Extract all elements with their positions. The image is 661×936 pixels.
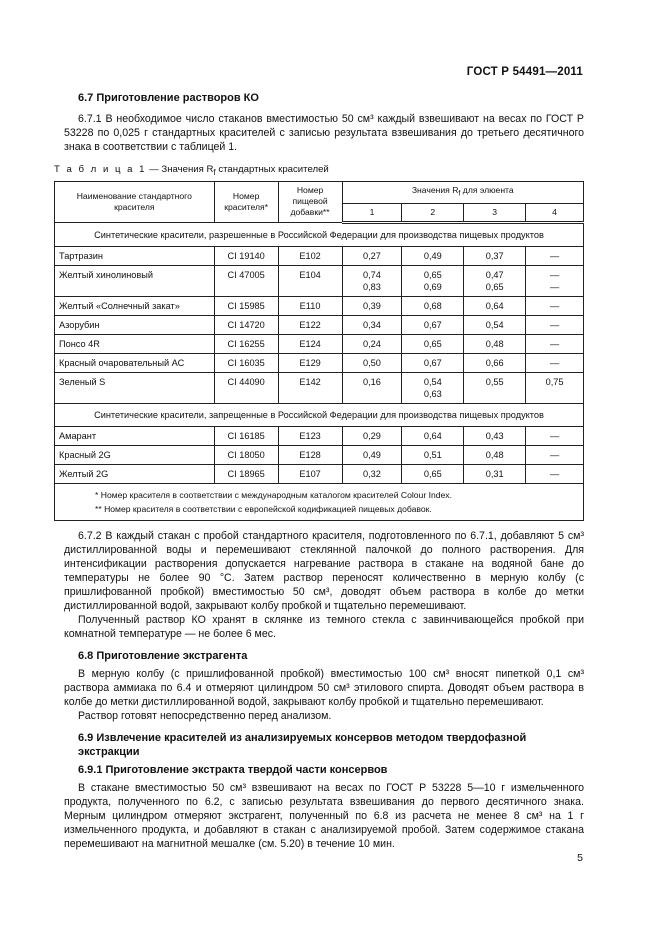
table-caption bbox=[54, 164, 584, 177]
cell-rf-value: 0,75 bbox=[526, 372, 584, 403]
cell-rf-value: — bbox=[526, 246, 584, 265]
cell-rf-value: 0,74 0,83 bbox=[342, 265, 402, 296]
page-content bbox=[54, 92, 584, 851]
table-caption-tail: стандартных красителей bbox=[215, 164, 329, 175]
paragraph-6-7-2-storage: Полученный раствор КО хранят в склянке из темного стекла с завинчивающейся пробкой при комнатной температуре — не более 6 мес. bbox=[64, 613, 584, 640]
col-header-rf-values bbox=[342, 181, 583, 203]
cell-rf-value: 0,54 bbox=[464, 315, 526, 334]
cell-rf-value: 0,65 0,69 bbox=[402, 265, 464, 296]
cell-rf-value: 0,32 bbox=[342, 464, 402, 483]
col-header-rf-post: для элюента bbox=[460, 184, 514, 195]
paragraph-6-9-1: В стакане вместимостью 50 см³ взвешивают на весах по ГОСТ Р 53228 5—10 г измельченного продукта, полученного по 6.2, с записью результата взвешивания до первого десятичного знака. Мерным цилиндром отмеряют экстрагент, полученный по 6.8 из расчета не менее 8 см³ на 1 г измельченного продукта, и добавляют в стакан с анализируемой пробой. Затем содержимое стакана перемешивают на магнитной мешалке (см. 5.20) в течение 10 мин. bbox=[64, 781, 584, 850]
cell-dye-name: Понсо 4R bbox=[55, 334, 215, 353]
table-group-heading: Синтетические красители, разрешенные в Российской Федерации для производства пищевых продуктов bbox=[55, 222, 584, 246]
cell-additive-number: E102 bbox=[278, 246, 342, 265]
cell-dye-number: CI 44090 bbox=[214, 372, 278, 403]
paragraph-6-7-1: 6.7.1 В необходимое число стаканов вместимостью 50 см³ каждый взвешивают на весах по ГОСТ Р 53228 по 0,025 г стандартных красителей с записью результата взвешивания до третьего десятичного знака в соответствии с таблицей 1. bbox=[64, 113, 584, 153]
cell-rf-value: 0,48 bbox=[464, 334, 526, 353]
cell-rf-value: 0,48 bbox=[464, 445, 526, 464]
table-row bbox=[55, 445, 584, 464]
cell-rf-value: 0,65 bbox=[402, 464, 464, 483]
table-group-heading: Синтетические красители, запрещенные в Российской Федерации для производства пищевых продуктов bbox=[55, 403, 584, 426]
section-6-9-1-title: 6.9.1 Приготовление экстракта твердой части консервов bbox=[78, 763, 388, 776]
cell-rf-value: 0,64 bbox=[464, 296, 526, 315]
cell-additive-number: E123 bbox=[278, 426, 342, 445]
table-row bbox=[55, 372, 584, 403]
cell-additive-number: E107 bbox=[278, 464, 342, 483]
cell-rf-value: — bbox=[526, 315, 584, 334]
cell-rf-value: 0,31 bbox=[464, 464, 526, 483]
section-6-9-title: 6.9 Извлечение красителей из анализируемых консервов методом твердофазной bbox=[78, 731, 527, 744]
cell-rf-value: — bbox=[526, 353, 584, 372]
cell-rf-value: 0,67 bbox=[402, 315, 464, 334]
table-caption-sub: f bbox=[213, 167, 216, 177]
cell-additive-number: E124 bbox=[278, 334, 342, 353]
table-footnotes bbox=[55, 483, 584, 520]
cell-rf-value: 0,39 bbox=[342, 296, 402, 315]
cell-rf-value: 0,29 bbox=[342, 426, 402, 445]
cell-rf-value: — bbox=[526, 296, 584, 315]
cell-rf-value: 0,65 bbox=[402, 334, 464, 353]
cell-rf-value: — bbox=[526, 334, 584, 353]
cell-rf-value: 0,67 bbox=[402, 353, 464, 372]
cell-dye-name: Азорубин bbox=[55, 315, 215, 334]
paragraph-6-7-2: 6.7.2 В каждый стакан с пробой стандартного красителя, подготовленного по 6.7.1, добавляют 5 см³ дистиллированной воды и перемешивают стеклянной палочкой до полного растворения. Для интенсификации растворения допускается нагревание раствора в стакане на водяной бане до температуры не более 90 °С. Затем раствор переносят количественно в мерную колбу (с пришлифованной пробкой) вместимостью 50 см³, доводят объем раствора в колбе до метки дистиллированной водой, закрывают колбу пробкой и тщательно перемешивают. bbox=[64, 529, 584, 612]
table-row bbox=[55, 315, 584, 334]
col-header-additive-number: Номер пищевой добавки** bbox=[278, 181, 342, 222]
cell-rf-value: 0,51 bbox=[402, 445, 464, 464]
cell-dye-name: Красный очаровательный АС bbox=[55, 353, 215, 372]
section-6-7-title: 6.7 Приготовление растворов КО bbox=[78, 92, 259, 104]
page-number: 5 bbox=[577, 852, 583, 864]
cell-additive-number: E128 bbox=[278, 445, 342, 464]
cell-dye-name: Желтый «Солнечный закат» bbox=[55, 296, 215, 315]
col-header-name: Наименование стандартного красителя bbox=[55, 181, 215, 222]
col-header-rf-pre: Значения R bbox=[411, 184, 459, 195]
rf-values-table bbox=[54, 181, 584, 521]
cell-dye-number: CI 16035 bbox=[214, 353, 278, 372]
table-row bbox=[55, 246, 584, 265]
col-header-rf-sub: f bbox=[458, 189, 461, 198]
table-row bbox=[55, 353, 584, 372]
cell-rf-value: 0,43 bbox=[464, 426, 526, 445]
cell-rf-value: 0,49 bbox=[342, 445, 402, 464]
cell-rf-value: — bbox=[526, 464, 584, 483]
cell-rf-value: 0,64 bbox=[402, 426, 464, 445]
cell-rf-value: 0,66 bbox=[464, 353, 526, 372]
table-row bbox=[55, 334, 584, 353]
cell-rf-value: 0,49 bbox=[402, 246, 464, 265]
cell-rf-value: 0,50 bbox=[342, 353, 402, 372]
section-6-8-title: 6.8 Приготовление экстрагента bbox=[78, 649, 248, 662]
table-caption-text: — Значения R bbox=[146, 164, 214, 175]
cell-dye-name: Тартразин bbox=[55, 246, 215, 265]
cell-dye-number: CI 18050 bbox=[214, 445, 278, 464]
cell-dye-number: CI 47005 bbox=[214, 265, 278, 296]
cell-additive-number: E122 bbox=[278, 315, 342, 334]
footnote-colour-index: * Номер красителя в соответствии с международным каталогом красителей Colour Index. bbox=[95, 489, 452, 500]
cell-rf-value: 0,54 0,63 bbox=[402, 372, 464, 403]
cell-rf-value: 0,68 bbox=[402, 296, 464, 315]
cell-rf-value: 0,47 0,65 bbox=[464, 265, 526, 296]
table-row bbox=[55, 296, 584, 315]
cell-dye-number: CI 18965 bbox=[214, 464, 278, 483]
table-row bbox=[55, 464, 584, 483]
cell-additive-number: E104 bbox=[278, 265, 342, 296]
cell-rf-value: 0,24 bbox=[342, 334, 402, 353]
cell-dye-number: CI 14720 bbox=[214, 315, 278, 334]
cell-dye-number: CI 16185 bbox=[214, 426, 278, 445]
table-row bbox=[55, 426, 584, 445]
col-header-dye-number: Номер красителя* bbox=[214, 181, 278, 222]
table-row bbox=[55, 265, 584, 296]
footnote-e-code: ** Номер красителя в соответствии с европейской кодификацией пищевых добавок. bbox=[95, 503, 432, 514]
cell-rf-value: — bbox=[526, 426, 584, 445]
cell-dye-number: CI 16255 bbox=[214, 334, 278, 353]
paragraph-6-8-note: Раствор готовят непосредственно перед анализом. bbox=[78, 709, 332, 722]
paragraph-6-8: В мерную колбу (с пришлифованной пробкой) вместимостью 100 см³ вносят пипеткой 0,1 см³ раствора аммиака по 6.4 и отмеряют цилиндром 50 см³ этилового спирта. Доводят объем раствора в колбе до метки дистиллированной водой, закрывают колбу пробкой и тщательно перемешивают. bbox=[64, 667, 584, 708]
cell-rf-value: — bbox=[526, 445, 584, 464]
cell-dye-name: Желтый 2G bbox=[55, 464, 215, 483]
cell-rf-value: 0,37 bbox=[464, 246, 526, 265]
cell-dye-number: CI 19140 bbox=[214, 246, 278, 265]
cell-additive-number: E110 bbox=[278, 296, 342, 315]
cell-rf-value: 0,55 bbox=[464, 372, 526, 403]
cell-dye-name: Амарант bbox=[55, 426, 215, 445]
cell-dye-number: CI 15985 bbox=[214, 296, 278, 315]
cell-additive-number: E129 bbox=[278, 353, 342, 372]
cell-additive-number: E142 bbox=[278, 372, 342, 403]
document-code: ГОСТ Р 54491—2011 bbox=[466, 66, 583, 78]
section-6-9-title-cont: экстракции bbox=[78, 745, 140, 758]
cell-rf-value: — — bbox=[526, 265, 584, 296]
col-header-eluent: 4 bbox=[526, 203, 584, 222]
cell-dye-name: Красный 2G bbox=[55, 445, 215, 464]
cell-rf-value: 0,34 bbox=[342, 315, 402, 334]
cell-dye-name: Зеленый S bbox=[55, 372, 215, 403]
col-header-eluent: 2 bbox=[402, 203, 464, 222]
table-caption-prefix: Т а б л и ц а 1 bbox=[54, 164, 147, 175]
col-header-eluent: 3 bbox=[464, 203, 526, 222]
cell-dye-name: Желтый хинолиновый bbox=[55, 265, 215, 296]
cell-rf-value: 0,27 bbox=[342, 246, 402, 265]
col-header-eluent: 1 bbox=[342, 203, 402, 222]
cell-rf-value: 0,16 bbox=[342, 372, 402, 403]
